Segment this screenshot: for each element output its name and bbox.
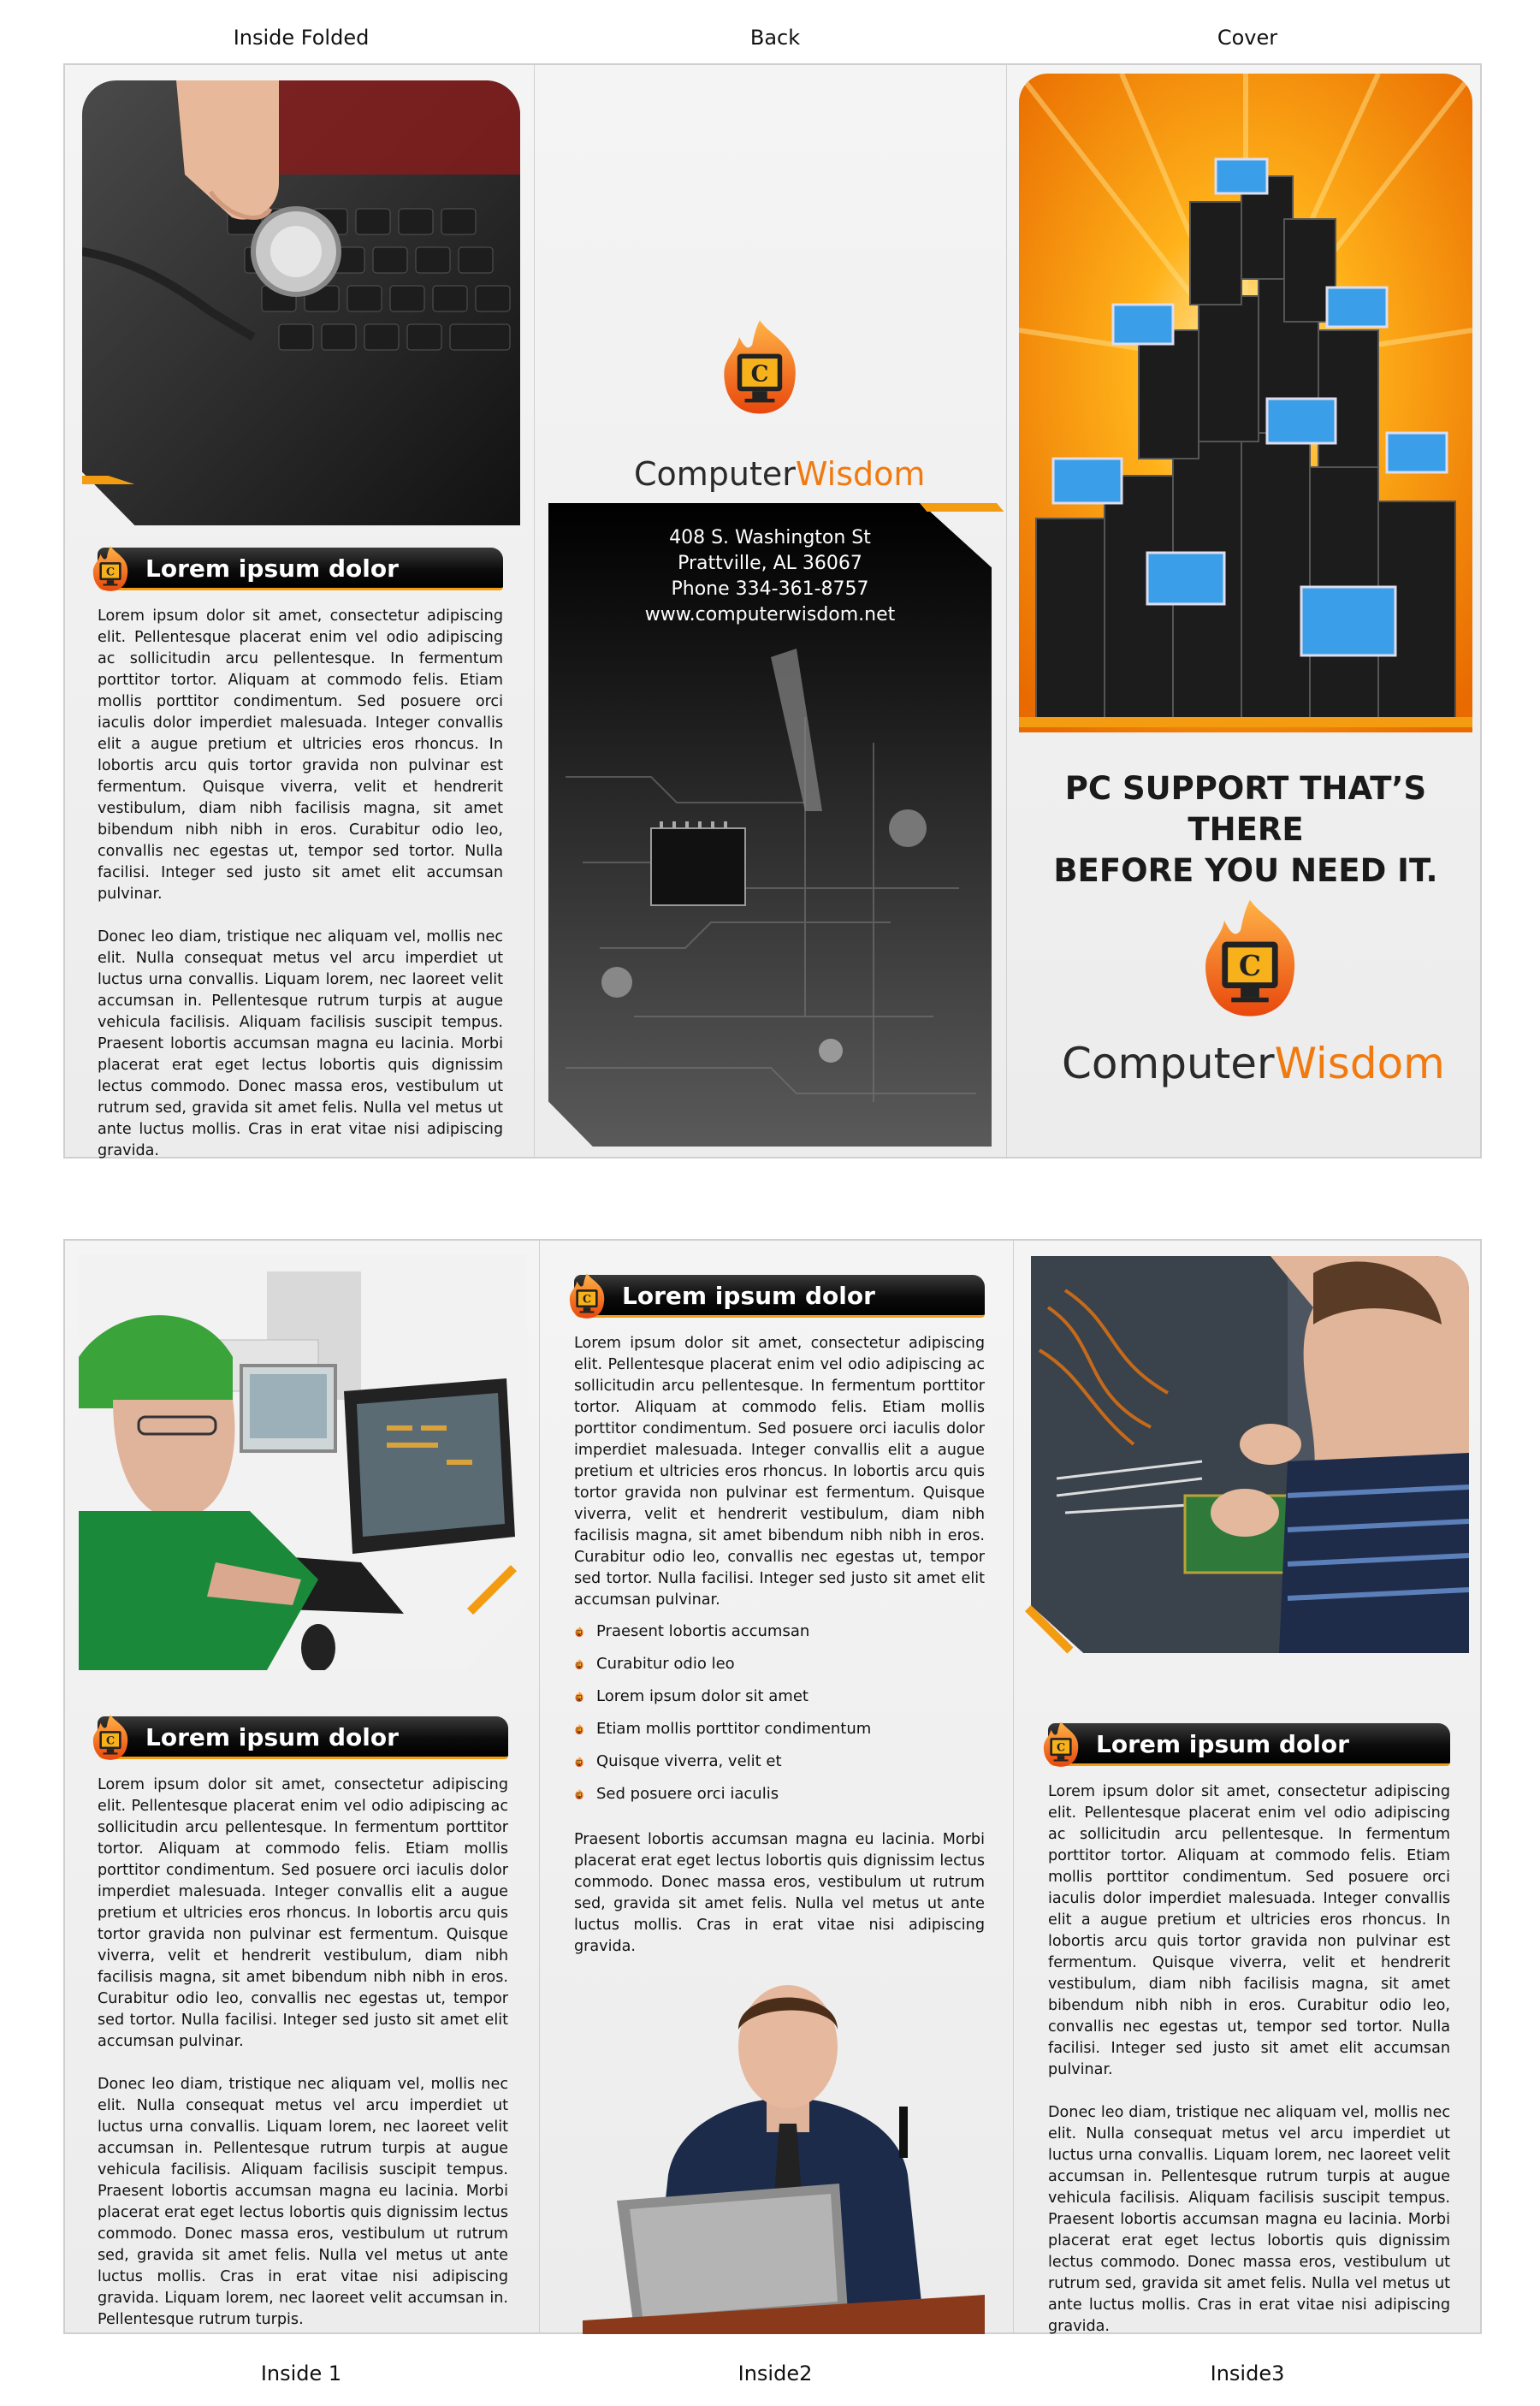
paragraph: Lorem ipsum dolor sit amet, consectetur adipiscing elit. Pellentesque placerat enim vel odio adipiscing ac sollicitudin arcu pellentesque. In fermentum porttitor tortor. Aliquam at commodo felis. Etiam mollis porttitor condimentum. Sed posuere orci iaculis dolor imperdiet malesuada. Integer convallis elit a augue pretium et ultricies eros rhoncus. In lobortis arcu quis tortor gravida non pulvinar est fermentum. Quisque viverra, velit et hendrerit vestibulum, diam nibh facilisis magna, sit amet bibendum nibh nibh in eros. Curabitur odio leo, convallis nec egestas ut, tempor sed tortor. Nulla facilisi. Integer sed justo sit amet elit accumsan pulvinar.	[98, 607, 503, 903]
label-back: Back	[749, 26, 801, 50]
heading-bar	[574, 1275, 985, 1318]
computer-wisdom-logo-icon	[1038, 1720, 1084, 1769]
list-item: Sed posuere orci iaculis	[574, 1778, 985, 1810]
panel-inside-3	[1014, 1241, 1482, 2335]
flame-bullet-icon	[574, 1625, 584, 1639]
brand-wordmark: ComputerWisdom	[634, 455, 926, 493]
section-heading: Lorem ipsum dolor	[622, 1282, 875, 1310]
computer-wisdom-logo-icon	[1192, 895, 1308, 1023]
panel-cover	[1007, 65, 1482, 1157]
section-heading: Lorem ipsum dolor	[145, 554, 399, 583]
inside-sheet	[63, 1239, 1482, 2334]
panel-inside-folded	[65, 65, 534, 1157]
orange-accent	[1019, 717, 1472, 727]
computer-wisdom-logo-icon	[87, 544, 133, 594]
contact-info	[548, 525, 992, 628]
paragraph: Donec leo diam, tristique nec aliquam vel, mollis nec elit. Nulla consequat metus vel arcu imperdiet ut luctus urna convallis. Liquam lorem, nec laoreet velit accumsan in. Pellentesque rutrum turpis at augue vehicula facilisis. Aliquam facilisis suscipit tempus. Praesent lobortis accumsan magna eu lacinia. Morbi placerat erat eget lectus lobortis quis dignissim lectus commodo. Donec massa eros, vestibulum ut rutrum sed, gravida sit amet felis. Nulla vel metus ut ante luctus mollis. Cras in erat vitae nisi adipiscing gravida. Liquam lorem, nec laoreet velit accumsan in. Pellentesque rutrum turpis.	[98, 2076, 508, 2328]
list-item: Praesent lobortis accumsan	[574, 1615, 985, 1648]
paragraph: Donec leo diam, tristique nec aliquam vel, mollis nec elit. Nulla consequat metus vel arcu imperdiet ut luctus urna convallis. Liquam lorem, nec laoreet velit accumsan in. Pellentesque rutrum turpis at augue vehicula facilisis. Aliquam facilisis suscipit tempus. Praesent lobortis accumsan magna eu lacinia. Morbi placerat erat eget lectus lobortis quis dignissim lectus commodo. Donec massa eros, vestibulum ut rutrum sed, gravida sit amet felis. Nulla vel metus ut ante luctus mollis. Cras in erat vitae nisi adipiscing gravida.	[1048, 2104, 1450, 2335]
body-text	[1048, 1781, 1450, 2359]
computer-tower-photo	[1019, 74, 1472, 732]
computer-wisdom-logo-icon	[564, 1271, 610, 1321]
label-inside-folded: Inside Folded	[233, 26, 370, 50]
paragraph: Donec leo diam, tristique nec aliquam vel, mollis nec elit. Nulla consequat metus vel arcu imperdiet ut luctus urna convallis. Liquam lorem, nec laoreet velit accumsan in. Pellentesque rutrum turpis at augue vehicula facilisis. Aliquam facilisis suscipit tempus. Praesent lobortis accumsan magna eu lacinia. Morbi placerat erat eget lectus lobortis quis dignissim lectus commodo. Donec massa eros, vestibulum ut rutrum sed, gravida sit amet felis. Nulla vel metus ut ante luctus mollis. Cras in erat vitae nisi adipiscing gravida.	[98, 928, 503, 1159]
label-cover: Cover	[1217, 26, 1278, 50]
orange-accent	[920, 503, 1004, 512]
panel-inside-2	[540, 1241, 1013, 2332]
label-inside-2: Inside2	[737, 2362, 813, 2385]
flame-bullet-icon	[574, 1722, 584, 1736]
paragraph: Lorem ipsum dolor sit amet, consectetur adipiscing elit. Pellentesque placerat enim vel odio adipiscing ac sollicitudin arcu pellentesque. In fermentum porttitor tortor. Aliquam at commodo felis. Etiam mollis porttitor condimentum. Sed posuere orci iaculis dolor imperdiet malesuada. Integer convallis elit a augue pretium et ultricies eros rhoncus. In lobortis arcu quis tortor gravida non pulvinar est fermentum. Quisque viverra, velit et hendrerit vestibulum, diam nibh facilisis magna, sit amet bibendum nibh nibh in eros. Curabitur odio leo, convallis nec egestas ut, tempor sed tortor. Nulla facilisi. Integer sed justo sit amet elit accumsan pulvinar.	[574, 1335, 985, 1609]
man-with-laptop-photo	[583, 1953, 985, 2334]
body-text	[98, 1775, 508, 2352]
computer-wisdom-logo-icon	[87, 1713, 133, 1763]
brand-wordmark: ComputerWisdom	[1062, 1039, 1445, 1088]
paragraph: Praesent lobortis accumsan magna eu lacinia. Morbi placerat erat eget lectus lobortis quis dignissim lectus commodo. Donec massa eros, vestibulum ut rutrum sed, gravida sit amet felis. Nulla vel metus ut ante luctus mollis. Cras in erat vitae nisi adipiscing gravida.	[574, 1831, 985, 1955]
heading-bar	[98, 548, 503, 590]
flame-bullet-icon	[574, 1787, 584, 1801]
bullet-list	[574, 1615, 985, 1810]
cover-tagline: PC SUPPORT THAT’S THERE BEFORE YOU NEED IT.	[1053, 770, 1438, 889]
stethoscope-keyboard-photo	[82, 80, 520, 525]
body-text	[574, 1333, 985, 1633]
computer-wisdom-logo-icon	[713, 317, 807, 419]
worker-at-computer-photo	[79, 1254, 527, 1670]
flame-bullet-icon	[574, 1690, 584, 1704]
section-heading: Lorem ipsum dolor	[145, 1723, 399, 1751]
section-heading: Lorem ipsum dolor	[1096, 1730, 1349, 1758]
panel-inside-1	[65, 1241, 539, 2332]
flame-bullet-icon	[574, 1657, 584, 1671]
list-item: Quisque viverra, velit et	[574, 1745, 985, 1778]
outside-sheet	[63, 63, 1482, 1159]
address-street: 408 S. Washington St	[669, 527, 871, 548]
label-inside-1: Inside 1	[260, 2362, 342, 2385]
label-inside-3: Inside3	[1210, 2362, 1285, 2385]
address-city: Prattville, AL 36067	[678, 553, 862, 574]
list-item: Etiam mollis porttitor condimentum	[574, 1713, 985, 1745]
technician-repairing-pc-photo	[1031, 1256, 1469, 1653]
paragraph: Lorem ipsum dolor sit amet, consectetur adipiscing elit. Pellentesque placerat enim vel odio adipiscing ac sollicitudin arcu pellentesque. In fermentum porttitor tortor. Aliquam at commodo felis. Etiam mollis porttitor condimentum. Sed posuere orci iaculis dolor imperdiet malesuada. Integer convallis elit a augue pretium et ultricies eros rhoncus. In lobortis arcu quis tortor gravida non pulvinar est fermentum. Quisque viverra, velit et hendrerit vestibulum, diam nibh facilisis magna, sit amet bibendum nibh nibh in eros. Curabitur odio leo, convallis nec egestas ut, tempor sed tortor. Nulla facilisi. Integer sed justo sit amet elit accumsan pulvinar.	[1048, 1783, 1450, 2078]
flame-bullet-icon	[574, 1755, 584, 1769]
list-item: Curabitur odio leo	[574, 1648, 985, 1680]
heading-bar	[1048, 1723, 1450, 1766]
paragraph: Lorem ipsum dolor sit amet, consectetur adipiscing elit. Pellentesque placerat enim vel odio adipiscing ac sollicitudin arcu pellentesque. In fermentum porttitor tortor. Aliquam at commodo felis. Etiam mollis porttitor condimentum. Sed posuere orci iaculis dolor imperdiet malesuada. Integer convallis elit a augue pretium et ultricies eros rhoncus. In lobortis arcu quis tortor gravida non pulvinar est fermentum. Quisque viverra, velit et hendrerit vestibulum, diam nibh facilisis magna, sit amet bibendum nibh nibh in eros. Curabitur odio leo, convallis nec egestas ut, tempor sed tortor. Nulla facilisi. Integer sed justo sit amet elit accumsan pulvinar.	[98, 1776, 508, 2050]
phone: Phone 334-361-8757	[671, 578, 869, 600]
website-link[interactable]: www.computerwisdom.net	[644, 604, 896, 625]
list-item: Lorem ipsum dolor sit amet	[574, 1680, 985, 1713]
panel-back	[535, 65, 1006, 1157]
heading-bar	[98, 1716, 508, 1759]
body-text	[98, 606, 503, 1183]
